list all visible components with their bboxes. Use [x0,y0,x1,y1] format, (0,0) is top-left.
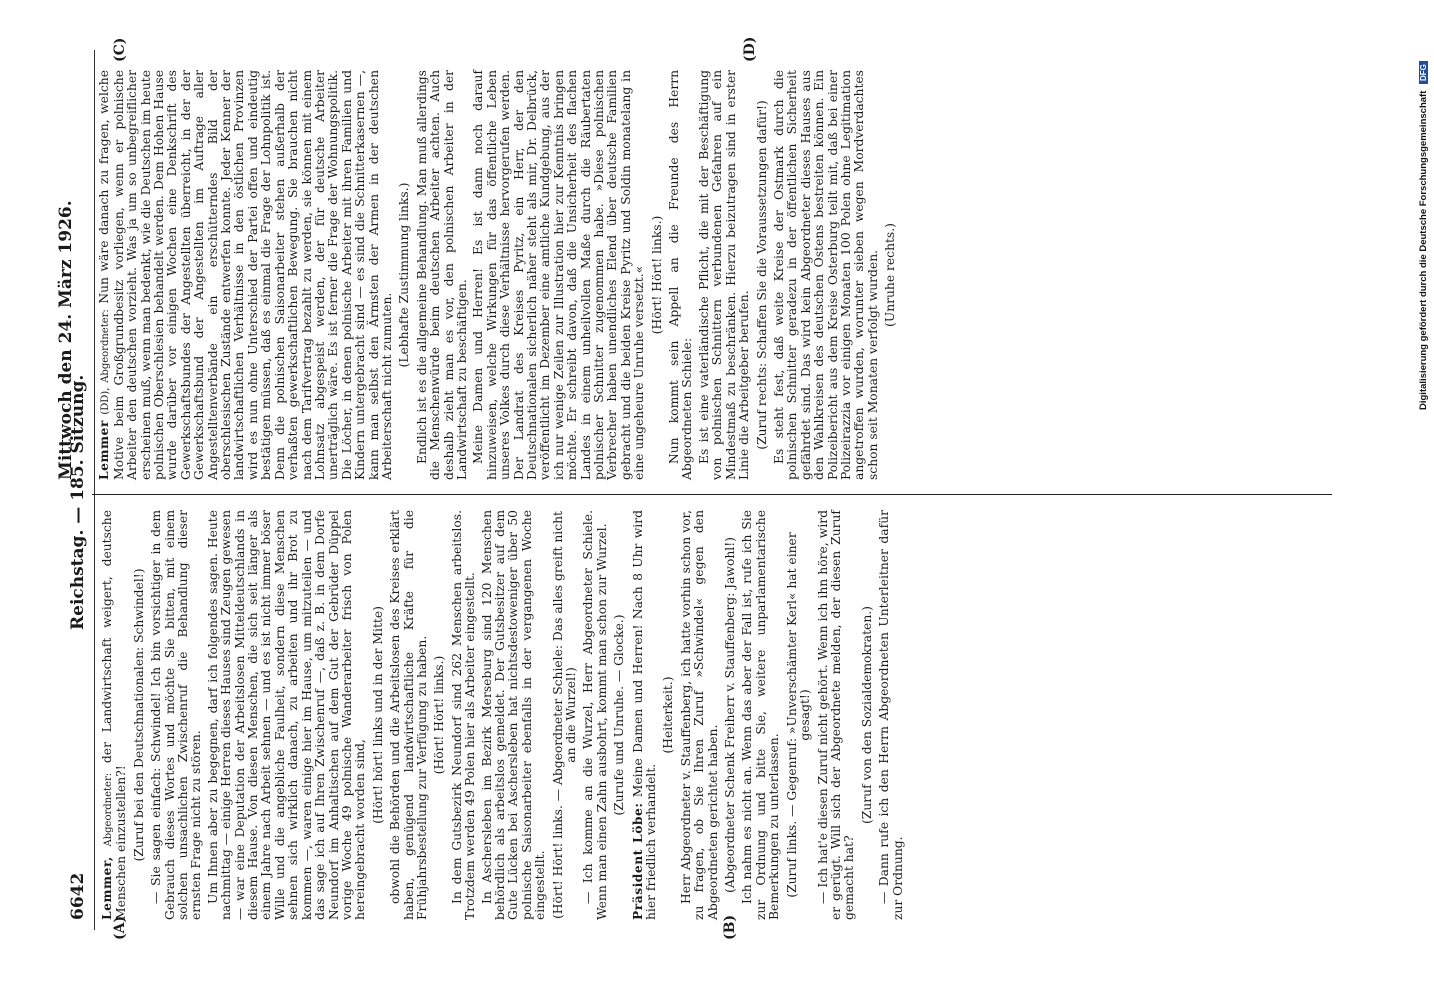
speaker-paragraph [631,510,659,920]
session-title: Reichstag. — 185. Sitzung. [68,374,88,630]
left-column [100,510,1360,920]
margin-mark-c: (C) [112,37,128,62]
speaker-name: Lemmer [96,420,112,480]
speaker-name: Lemmer, [99,856,114,920]
interjection: (Zurufe und Unruhe. — Glocke.) [612,614,627,816]
margin-mark-a: (A) [112,915,128,940]
paragraph: — Ich komme an die Wurzel, Herr Abgeordneter Schiele. Wenn man einen Zahn ausbohrt, kommt man schon zur Wurzel. [581,510,609,920]
speaker-role: Abgeordneter: [103,772,114,847]
credit-text: Digitalisierung gefördert durch die Deutsche Forschungsgemeinschaft [1418,90,1429,410]
scanned-page [56,36,1382,940]
paragraph: In dem Gutsbezirk Neundorf sind 262 Menschen arbeitslos. Trotzdem werden 49 Polen hier als Arbeiter eingestellt. [449,510,478,920]
paragraph: Es ist eine vaterländische Pflicht, die mit der Beschäftigung von polnischen Schnittern verbundenen Gefahren auf ein Mindestmaß zu beschränken. Hierzu beizutragen sind in erster Linie die Arbeitgeber berufen. [696,70,752,480]
paragraph: — Dann rufe ich den Herrn Abgeordneten Unterleitner dafür zur Ordnung. [877,510,905,920]
paragraph: Um Ihnen aber zu begegnen, darf ich folgendes sagen. Heute nachmittag — einige Herren dieses Hauses sind Zeugen gewesen — war eine Deputation der Arbeitslosen Mitteldeutschlands in diesem Hause. Von diesen Menschen, die sich seit länger als einem Jahre nach Arbeit sehnen — und es ist nicht immer böser Wille und die angebliche Faulheit, sondern diese Menschen sehnen sich wirklich danach, zu arbeiten und ihr Brot zu kommen —, waren einige hier im Hause, um mitzuteilen — und das sage ich auf Ihren Zwischenruf —, daß z. B. in dem Dorfe Neundorf im Anhaltischen auf dem Gut der Gebrüder Düppel vorige Woche 49 polnische Wanderarbeiter frisch von Polen hereingebracht worden sind, [205,510,368,920]
interjection: (Zuruf bei den Deutschnationalen: Schwindel!) [131,568,146,862]
margin-mark-d: (D) [742,36,758,62]
speech-text: Meine Damen und Herren! Nach 8 Uhr wird hier friedlich verhandelt. [630,510,659,920]
interjection: (Unruhe rechts.) [883,223,898,327]
speech-text: der Landwirtschaft weigert, deutsche Menschen einzustellen?! [100,510,129,920]
interjection: (Zuruf rechts: Schaffen Sie die Voraussetzungen dafür!) [754,100,769,450]
interjection: (Hört! Hört! links. — Abgeordneter Schiele: Das alles greift nicht an die Wurzel!) [550,511,578,919]
column-divider [92,494,1332,495]
interjection: (Heiterkeit.) [661,676,676,754]
paragraph: Es steht fest, daß weite Kreise der Ostmark durch die polnischen Schnitter geradezu in der öffentlichen Sicherheit gefährdet sind. Das wird kein Abgeordneter dieses Hauses aus den Wahlkreisen des deutschen Ostens bestreiten können. Ein Polizeibericht aus dem Kreise Osterburg teilt mit, daß bei einer Polizeirazzia vor einigen Monaten 100 Polen ohne Legitimation angetroffen wurden, worunter sieben wegen Mordverdachtes schon seit Monaten verfolgt wurden. [771,70,880,480]
right-column [56,70,1360,480]
margin-mark-b: (B) [722,914,738,940]
page-number: 6642 [68,872,88,920]
speech-text: Nun wäre danach zu fragen, welche Motive beim Großgrundbesitz vorliegen, wenn er polnische Arbeiter den deutschen vorzieht. Was ja um so unbegreiflicher erscheinen muß, wenn man bedenkt, wie die Deutschen im heute polnischen Oberschlesien behandelt werden. Dem Hohen Hause wurde darüber vor einigen Wochen eine Denkschrift des Gewerkschaftsbundes der Angestellten überreicht, in der der Gewerkschaftsbund der Angestellten im Auftrage aller Angestelltenverbände ein erschütterndes Bild der oberschlesischen Zustände entwerfen konnte. Jeder Kenner der landwirtschaftlichen Verhältnisse in den östlichen Provinzen wird es nun ohne Unterschied der Partei offen und eindeutig bestätigen müssen, daß es einmal die Frage der Lohnpolitik ist. Denn die polnischen Saisonarbeiter stehen außerhalb der verhaßten gewerkschaftlichen Bewegung. Sie brauchen nicht nach dem Tarifvertrag bezahlt zu werden, sie können mit einem Lohnsatz abgespeist werden, der für deutsche Arbeiter unerträglich wäre. Es ist ferner die Frage der Wohnungspolitik. Die Löcher, in denen polnische Arbeiter mit ihren Familien und Kindern untergebracht sind — es sind die Schnitterkasernen —, kann man selbst den Ärmsten der Armen in der deutschen Arbeiterschaft nicht zumuten. [97,70,394,480]
paragraph: — Sie sagen einfach: Schwindel! Ich bin vorsichtiger in dem Gebrauch dieses Wortes und möchte Sie bitten, mit einem solchen unsachlichen Zwischenruf die Behandlung dieser ernsten Frage nicht zu stören. [149,510,204,920]
speaker-paragraph [100,510,129,920]
interjection: (Hört! Hört! links.) [649,215,664,335]
interjection: (Zuruf links. — Gegenruf: »Unverschämter Kerl« hat einer gesagt!) [784,532,813,898]
interjection: (Hört! hört! links und in der Mitte) [370,606,385,824]
paragraph: Ich nahm es nicht an. Wenn das aber der Fall ist, rufe ich Sie zur Ordnung und bitte Sie, weitere unparlamentarische Bemerkungen zu unterlassen. [740,510,782,920]
speaker-name: Präsident Löbe: [629,802,645,920]
interjection: (Lebhafte Zustimmung links.) [397,182,412,368]
paragraph: Endlich ist es die allgemeine Behandlung. Man muß allerdings die Menschenwürde beim deutschen Arbeiter achten. Auch deshalb zieht man es vor, den polnischen Arbeiter in der Landwirtschaft zu beschäftigen. [414,70,469,480]
header-rule [94,50,95,930]
paragraph: Meine Damen und Herren! Es ist dann noch darauf hinzuweisen, welche Wirkungen für das öffentliche Leben unseres Volkes durch diese Verhältnisse hervorgerufen werden. Der Landrat des Kreises Pyritz, ein Herr, der den Deutschnationalen sicherlich näher steht als mir, Dr. Delbrück, veröffentlicht im Dezember eine amtliche Kundgebung, aus der ich nur wenige Zeilen zur Illustration hier zur Kenntnis bringen möchte. Er schreibt davon, daß die Unsicherheit des flachen Landes in einem unheilvollen Maße durch die Räubertaten polnischer Schnitter zugenommen habe. »Diese polnischen Verbrecher haben unendliches Elend über deutsche Familien gebracht und die beiden Kreise Pyritz und Soldin monatelang in eine ungeheure Unruhe versetzt.« [471,70,647,480]
interjection: (Abgeordneter Schenk Freiherr v. Stauffenberg: Jawohl!) [723,537,738,893]
speaker-paragraph [97,70,394,480]
dfg-logo: DFG [1419,61,1428,84]
paragraph: In Aschersleben im Bezirk Merseburg sind 120 Menschen behördlich als arbeitslos gemeldet. Der Gutsbesitzer auf dem Gute Lücken bei Aschersleben hat nichtsdestoweniger über 50 polnische Saisonarbeiter ebenfalls in der vergangenen Woche eingestellt. [479,510,548,920]
interjection: (Zuruf von den Sozialdemokraten.) [859,606,874,824]
digitization-credit [1418,10,1432,990]
right-column-date-head: Mittwoch den 24. März 1926. [56,200,76,480]
paragraph: Herr Abgeordneter v. Stauffenberg, ich hatte vorhin schon vor, zu fragen, ob Sie Ihren Zuruf »Schwindel« gegen den Abgeordneten gerichtet haben. [678,510,720,920]
interjection: (Hört! Hört! links.) [432,655,447,775]
speaker-role: (DD), Abgeordneter: [100,309,112,415]
paragraph: Nun kommt sein Appell an die Freunde des Herrn Abgeordneten Schiele: [667,70,695,480]
paragraph: — Ich hat'e diesen Zuruf nicht gehört. Wenn ich ihn höre, wird er gerügt. Will sich der Abgeordnete melden, der diesen Zuruf gemacht hat? [815,510,857,920]
paragraph: obwohl die Behörden und die Arbeitslosen des Kreises erklärt haben, genügend landwirtschaftliche Kräfte für die Frühjahrsbestellung zur Verfügung zu haben. [388,510,429,920]
